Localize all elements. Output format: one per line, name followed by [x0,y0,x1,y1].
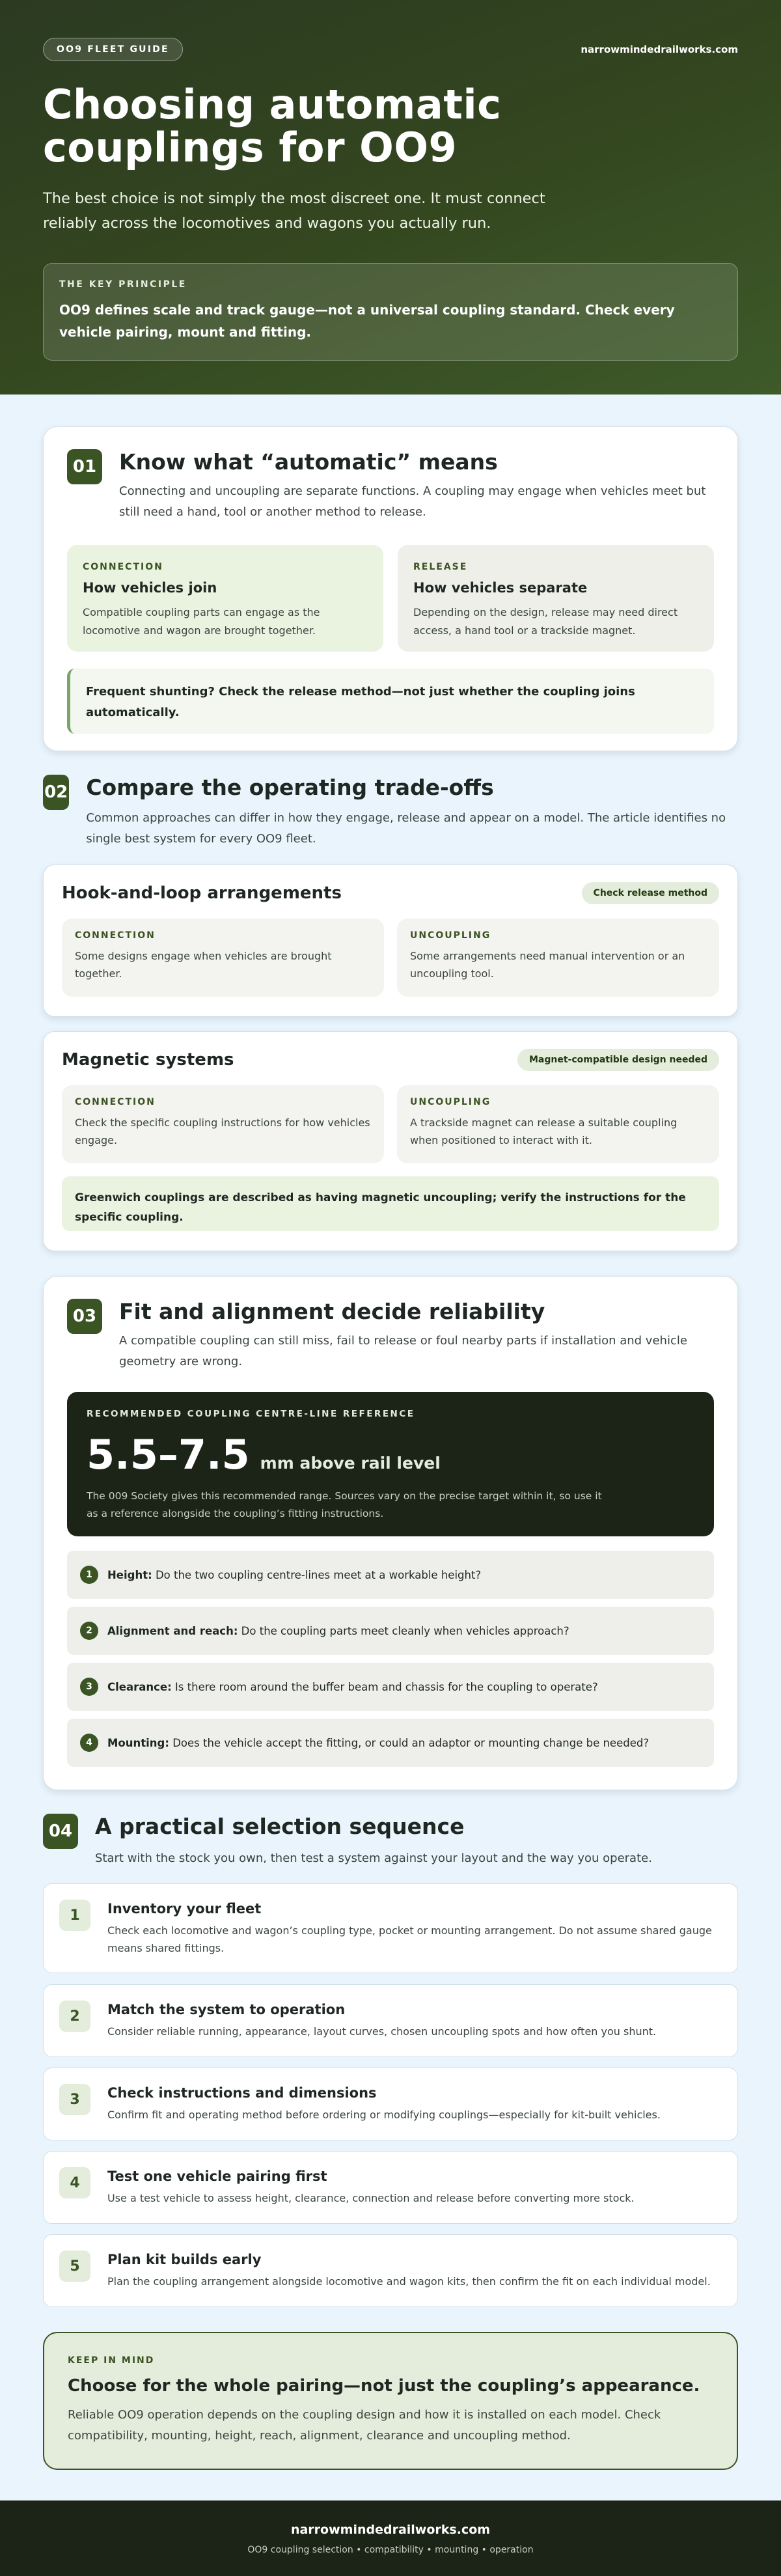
section-title: Know what “automatic” means [119,449,498,475]
step-title: Check instructions and dimensions [107,2085,377,2101]
panel-description: Some arrangements need manual intervention or an uncoupling tool. [410,950,685,980]
keep-description: Reliable OO9 operation depends on the coupling design and how it is installed on each model. Check compatibility, mounting, height, reach, alignment, clearance and uncoupling method. [68,2408,661,2443]
panel-description: Some designs engage when vehicles are brought together. [75,950,332,980]
checklist-text: Do the two coupling centre-lines meet at a workable height? [152,1568,482,1581]
step-card [43,2151,738,2224]
step-number: 2 [59,2001,90,2032]
card-title: Magnetic systems [62,1050,234,1070]
checklist-number: 2 [80,1622,98,1640]
site-domain[interactable]: narrowmindedrailworks.com [581,44,738,55]
step-card [43,2234,738,2307]
guide-badge: OO9 FLEET GUIDE [43,38,183,61]
panel-kicker: RELEASE [413,562,468,572]
reference-note: The 009 Society gives this recommended range. Sources vary on the precise target within it, so use it as a reference alongside the coupling’s fitting instructions. [87,1490,602,1519]
step-number: 1 [59,1900,90,1931]
reference-value: 5.5–7.5 [87,1431,250,1478]
checklist-number: 1 [80,1566,98,1584]
shunting-callout: Frequent shunting? Check the release method—not just whether the coupling joins automatically. [67,669,714,734]
checklist-text: Does the vehicle accept the fitting, or could an adaptor or mounting change be needed? [169,1736,650,1749]
section-number: 01 [67,449,102,484]
checklist-label: Alignment and reach: [107,1624,238,1637]
step-title: Test one vehicle pairing first [107,2168,327,2184]
keep-in-mind-box [43,2332,738,2470]
section-description: A compatible coupling can still miss, fail to release or foul nearby parts if installation and vehicle geometry are wrong. [119,1334,687,1368]
page-title: Choosing automatic couplings for OO9 [43,81,502,171]
footer-subtitle: OO9 coupling selection • compatibility • mounting • operation [247,2545,534,2555]
section-selection-header [43,1814,738,1869]
section-title: Compare the operating trade-offs [86,775,494,800]
greenwich-note: Greenwich couplings are described as having magnetic uncoupling; verify the instructions for the specific coupling. [62,1176,719,1231]
checklist-item [67,1551,714,1599]
checklist-item [67,1663,714,1711]
panel-kicker: UNCOUPLING [410,1097,491,1107]
checklist-number: 3 [80,1678,98,1696]
footer-domain[interactable]: narrowmindedrailworks.com [290,2523,491,2537]
connection-panel [62,919,384,997]
step-title: Plan kit builds early [107,2252,262,2267]
section-number: 03 [67,1299,102,1334]
section-description: Connecting and uncoupling are separate functions. A coupling may engage when vehicles meet but still need a hand, tool or another method to release. [119,484,706,519]
section-title: A practical selection sequence [95,1814,465,1839]
section-description: Start with the stock you own, then test a system against your layout and the way you operate. [95,1851,652,1865]
section-automatic-meaning [43,426,738,751]
step-number: 4 [59,2167,90,2198]
step-title: Inventory your fleet [107,1901,262,1917]
reference-unit: mm above rail level [260,1454,441,1473]
panel-description: Check the specific coupling instructions for how vehicles engage. [75,1116,370,1146]
keep-kicker: KEEP IN MIND [68,2355,155,2366]
section-tradeoffs-header [43,775,738,850]
uncoupling-panel [397,1085,719,1163]
section-number: 04 [43,1814,78,1849]
panel-title: How vehicles join [83,580,217,596]
section-description: Common approaches can differ in how they engage, release and appear on a model. The article identifies no single best system for every OO9 fleet. [86,811,726,846]
panel-kicker: CONNECTION [75,1097,156,1107]
hero-lede: The best choice is not simply the most discreet one. It must connect reliably across the locomotives and wagons you actually run. [43,190,545,232]
checklist-label: Clearance: [107,1680,172,1693]
step-description: Confirm fit and operating method before ordering or modifying couplings—especially for kit-built vehicles. [107,2109,661,2121]
step-description: Use a test vehicle to assess height, clearance, connection and release before converting more stock. [107,2192,635,2204]
panel-title: How vehicles separate [413,580,588,596]
checklist-label: Height: [107,1568,152,1581]
step-description: Plan the coupling arrangement alongside locomotive and wagon kits, then confirm the fit on each individual model. [107,2275,711,2288]
release-panel [398,545,714,652]
checklist-item [67,1607,714,1655]
checklist-number: 4 [80,1734,98,1752]
step-description: Check each locomotive and wagon’s coupling type, pocket or mounting arrangement. Do not assume shared gauge means shared fittings. [107,1924,712,1954]
checklist-item [67,1719,714,1767]
uncoupling-panel [397,919,719,997]
panel-description: Depending on the design, release may need direct access, a hand tool or a trackside magnet. [413,606,678,637]
section-fit-alignment [43,1276,738,1790]
reference-kicker: RECOMMENDED COUPLING CENTRE-LINE REFERENCE [87,1409,415,1419]
panel-description: Compatible coupling parts can engage as the locomotive and wagon are brought together. [83,606,320,637]
connection-panel [62,1085,384,1163]
hook-and-loop-card [43,865,738,1017]
checklist-text: Do the coupling parts meet cleanly when vehicles approach? [238,1624,569,1637]
checklist-label: Mounting: [107,1736,169,1749]
magnetic-systems-card [43,1031,738,1251]
step-card [43,2068,738,2140]
connection-panel [67,545,383,652]
keep-title: Choose for the whole pairing—not just the coupling’s appearance. [68,2376,700,2396]
status-badge: Magnet-compatible design needed [517,1049,719,1071]
panel-description: A trackside magnet can release a suitable coupling when positioned to interact with it. [410,1116,678,1146]
panel-kicker: UNCOUPLING [410,930,491,941]
step-title: Match the system to operation [107,2002,346,2017]
step-card [43,1984,738,2057]
section-title: Fit and alignment decide reliability [119,1299,545,1324]
panel-kicker: CONNECTION [75,930,156,941]
step-number: 3 [59,2084,90,2115]
key-principle-box [43,263,738,361]
card-title: Hook-and-loop arrangements [62,883,342,903]
step-card [43,1883,738,1973]
step-number: 5 [59,2251,90,2282]
checklist-text: Is there room around the buffer beam and chassis for the coupling to operate? [171,1680,598,1693]
key-principle-kicker: THE KEY PRINCIPLE [59,279,187,290]
key-principle-text: OO9 defines scale and track gauge—not a universal coupling standard. Check every vehicle pairing, mount and fitting. [59,302,675,340]
status-badge: Check release method [582,882,719,904]
centre-line-reference-box [67,1392,714,1536]
hero [0,0,781,395]
section-number: 02 [43,775,69,810]
step-description: Consider reliable running, appearance, layout curves, chosen uncoupling spots and how often you shunt. [107,2025,657,2038]
panel-kicker: CONNECTION [83,562,163,572]
footer [0,2500,781,2576]
fit-checklist [67,1551,714,1767]
